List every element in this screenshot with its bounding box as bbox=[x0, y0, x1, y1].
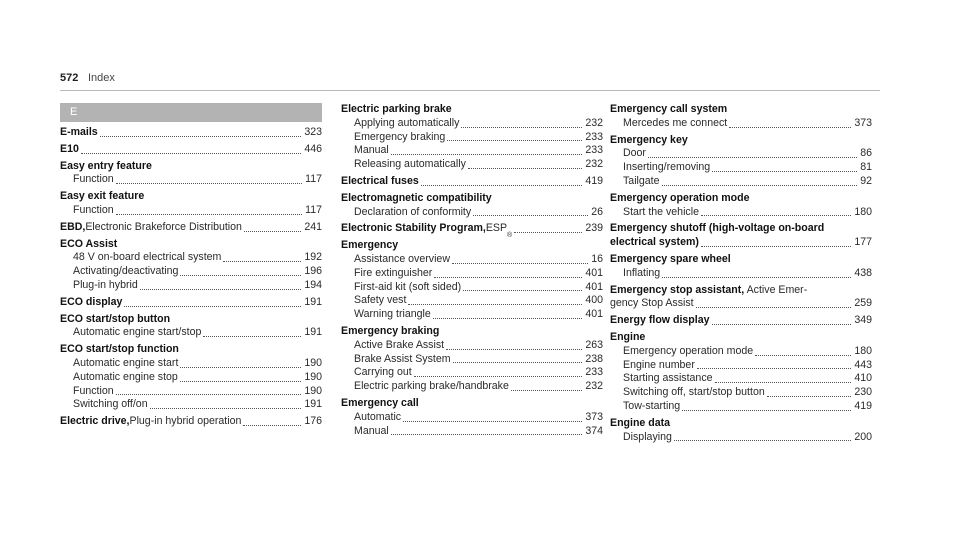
dot-leader bbox=[140, 289, 302, 290]
index-entry bbox=[341, 222, 603, 240]
entry-title[interactable]: Emergency call bbox=[341, 396, 419, 409]
page-ref[interactable]: 232 bbox=[585, 116, 603, 129]
index-subentry bbox=[341, 425, 603, 439]
page-ref[interactable]: 401 bbox=[585, 266, 603, 279]
entry-text[interactable]: 48 V on-board electrical system bbox=[73, 251, 222, 264]
index-entry bbox=[60, 415, 322, 429]
index-subentry bbox=[341, 308, 603, 322]
dot-leader bbox=[223, 261, 301, 262]
entry-text[interactable]: Manual bbox=[354, 144, 389, 157]
page-ref[interactable]: 191 bbox=[304, 398, 322, 411]
page-number: 572 bbox=[60, 72, 79, 84]
index-heading bbox=[610, 103, 872, 117]
entry-text[interactable]: Door bbox=[623, 147, 646, 160]
index-column-3 bbox=[610, 103, 872, 447]
index-subentry bbox=[610, 386, 872, 400]
index-heading bbox=[341, 175, 603, 189]
entry-title[interactable]: Easy entry feature bbox=[60, 159, 152, 172]
entry-title[interactable]: E-mails bbox=[60, 126, 98, 138]
dot-leader bbox=[116, 183, 302, 184]
page-ref[interactable]: 92 bbox=[860, 174, 872, 187]
entry-title[interactable]: Emergency key bbox=[610, 133, 688, 146]
index-entry bbox=[60, 343, 322, 412]
dot-leader bbox=[180, 367, 301, 368]
index-subentry bbox=[341, 380, 603, 394]
index-subentry bbox=[341, 131, 603, 145]
entry-title[interactable]: Electric drive, bbox=[60, 415, 130, 428]
page-ref[interactable]: 180 bbox=[854, 344, 872, 357]
page-ref[interactable]: 177 bbox=[854, 236, 872, 249]
index-heading bbox=[341, 397, 603, 411]
index-entry bbox=[60, 238, 322, 293]
index-subentry bbox=[60, 357, 322, 371]
index-entry bbox=[341, 397, 603, 438]
entry-text[interactable]: Assistance overview bbox=[354, 252, 450, 265]
page-ref[interactable]: 190 bbox=[304, 356, 322, 369]
page-ref[interactable]: 81 bbox=[860, 161, 872, 174]
entry-text[interactable]: Declaration of conformity bbox=[354, 205, 472, 218]
dot-leader bbox=[461, 127, 582, 128]
index-heading bbox=[610, 314, 872, 328]
index-entry bbox=[60, 313, 322, 341]
index-subentry bbox=[60, 398, 322, 412]
index-heading bbox=[60, 296, 322, 310]
index-heading bbox=[60, 313, 322, 327]
page-ref[interactable]: 26 bbox=[591, 205, 603, 218]
dot-leader bbox=[453, 362, 583, 363]
index-entry bbox=[610, 134, 872, 189]
entry-text[interactable]: Automatic bbox=[354, 410, 402, 423]
page-ref[interactable]: 373 bbox=[854, 116, 872, 129]
entry-title[interactable]: Easy exit feature bbox=[60, 190, 145, 203]
entry-title[interactable]: ECO Assist bbox=[60, 237, 118, 250]
index-entry bbox=[610, 253, 872, 281]
index-subentry bbox=[341, 206, 603, 220]
index-heading bbox=[610, 134, 872, 148]
entry-title[interactable]: E10 bbox=[60, 142, 79, 155]
index-subentry bbox=[341, 353, 603, 367]
index-heading bbox=[60, 143, 322, 157]
dot-leader bbox=[447, 140, 582, 141]
index-subentry bbox=[610, 359, 872, 373]
index-subentry bbox=[610, 267, 872, 281]
entry-text[interactable]: Releasing automatically bbox=[354, 158, 466, 171]
index-entry bbox=[610, 103, 872, 131]
dot-leader bbox=[463, 290, 582, 291]
index-subentry bbox=[341, 281, 603, 295]
entry-title[interactable]: electrical system) bbox=[610, 236, 699, 249]
page-ref[interactable]: 374 bbox=[585, 424, 603, 437]
index-subentry bbox=[610, 206, 872, 220]
entry-text[interactable]: gency Stop Assist bbox=[610, 297, 694, 310]
entry-text[interactable]: Electric parking brake/handbrake bbox=[354, 380, 509, 393]
dot-leader bbox=[180, 275, 301, 276]
index-heading bbox=[341, 103, 603, 117]
index-heading bbox=[610, 236, 872, 250]
page-ref[interactable]: 438 bbox=[854, 266, 872, 279]
entry-text[interactable]: Brake Assist System bbox=[354, 352, 451, 365]
page-ref[interactable]: 233 bbox=[585, 144, 603, 157]
dot-leader bbox=[696, 307, 852, 308]
entry-title[interactable]: Emergency stop assistant, bbox=[610, 283, 745, 296]
dot-leader bbox=[511, 390, 582, 391]
entry-text[interactable]: Tailgate bbox=[623, 174, 660, 187]
index-subentry bbox=[610, 175, 872, 189]
index-entry bbox=[610, 331, 872, 414]
entry-suffix: Plug-in hybrid operation bbox=[129, 415, 242, 428]
entry-title[interactable]: Energy flow display bbox=[610, 314, 710, 327]
index-subentry bbox=[341, 253, 603, 267]
index-heading bbox=[610, 284, 872, 298]
dot-leader bbox=[150, 408, 302, 409]
dot-leader bbox=[433, 318, 583, 319]
dot-leader bbox=[421, 185, 583, 186]
page-ref[interactable]: 419 bbox=[854, 399, 872, 412]
dot-leader bbox=[244, 231, 301, 232]
dot-leader bbox=[712, 324, 852, 325]
dot-leader bbox=[729, 127, 851, 128]
index-column-2 bbox=[341, 103, 603, 441]
page-ref[interactable]: 191 bbox=[304, 326, 322, 339]
index-entry bbox=[341, 103, 603, 172]
entry-text[interactable]: Starting assistance bbox=[623, 372, 713, 385]
index-subentry bbox=[60, 371, 322, 385]
index-subentry bbox=[60, 251, 322, 265]
entry-title[interactable]: Electrical fuses bbox=[341, 174, 419, 187]
index-heading bbox=[610, 331, 872, 345]
entry-text[interactable]: Switching off/on bbox=[73, 398, 148, 411]
entry-suffix: ESP bbox=[485, 222, 508, 235]
dot-leader bbox=[116, 214, 302, 215]
entry-title[interactable]: Engine bbox=[610, 330, 646, 343]
entry-text[interactable]: Plug-in hybrid bbox=[73, 278, 138, 291]
index-heading bbox=[60, 343, 322, 357]
index-entry bbox=[341, 192, 603, 220]
page-ref[interactable]: 117 bbox=[305, 203, 322, 216]
entry-suffix: Active Emer- bbox=[744, 283, 808, 296]
index-subentry bbox=[610, 117, 872, 131]
index-subentry bbox=[341, 267, 603, 281]
index-subentry bbox=[60, 279, 322, 293]
dot-leader bbox=[701, 246, 851, 247]
index-heading bbox=[60, 238, 322, 252]
index-entry bbox=[341, 239, 603, 322]
page-ref[interactable]: 401 bbox=[585, 308, 603, 321]
page-ref[interactable]: 373 bbox=[585, 410, 603, 423]
entry-title[interactable]: ECO display bbox=[60, 295, 123, 308]
dot-leader bbox=[391, 154, 583, 155]
page-ref[interactable]: 263 bbox=[585, 338, 603, 351]
entry-text[interactable]: Function bbox=[73, 203, 114, 216]
dot-leader bbox=[662, 277, 851, 278]
index-subentry bbox=[60, 385, 322, 399]
dot-leader bbox=[662, 185, 858, 186]
index-entry bbox=[60, 126, 322, 140]
entry-title[interactable]: Electronic Stability Program, bbox=[341, 222, 486, 235]
entry-title[interactable]: ECO start/stop function bbox=[60, 343, 179, 356]
dot-leader bbox=[514, 232, 582, 233]
entry-text[interactable]: Engine number bbox=[623, 358, 695, 371]
entry-title[interactable]: Electromagnetic compatibility bbox=[341, 191, 492, 204]
entry-text[interactable]: Safety vest bbox=[354, 294, 407, 307]
dot-leader bbox=[755, 355, 851, 356]
index-subentry bbox=[60, 204, 322, 218]
page-ref[interactable]: 86 bbox=[860, 147, 872, 160]
dot-leader bbox=[180, 381, 301, 382]
section-letter-bar: E bbox=[60, 103, 322, 122]
entry-text[interactable]: Tow-starting bbox=[623, 399, 681, 412]
index-subentry bbox=[610, 372, 872, 386]
dot-leader bbox=[446, 349, 582, 350]
dot-leader bbox=[674, 440, 851, 441]
page-ref[interactable]: 16 bbox=[591, 252, 603, 265]
entry-title[interactable]: Emergency shutoff (high-voltage on-board bbox=[610, 222, 825, 235]
page-ref[interactable]: 400 bbox=[585, 294, 603, 307]
page-ref[interactable]: 419 bbox=[585, 174, 603, 187]
entry-suffix: Electronic Brakeforce Distribution bbox=[85, 220, 242, 233]
index-entry bbox=[610, 314, 872, 328]
entry-title[interactable]: Emergency bbox=[341, 239, 399, 252]
index-subentry bbox=[610, 147, 872, 161]
page-label: Index bbox=[88, 72, 115, 84]
index-subentry bbox=[341, 294, 603, 308]
entry-text[interactable]: Inserting/removing bbox=[623, 161, 711, 174]
index-heading bbox=[60, 126, 322, 140]
entry-text[interactable]: First-aid kit (soft sided) bbox=[354, 280, 462, 293]
index-entry bbox=[60, 190, 322, 218]
dot-leader bbox=[697, 368, 851, 369]
entry-text[interactable]: Manual bbox=[354, 424, 389, 437]
entry-title[interactable]: Electric parking brake bbox=[341, 103, 452, 115]
index-heading bbox=[610, 417, 872, 431]
index-subentry bbox=[60, 265, 322, 279]
index-entry bbox=[610, 192, 872, 220]
page-ref[interactable]: 190 bbox=[304, 384, 322, 397]
entry-text[interactable]: Automatic engine start bbox=[73, 356, 179, 369]
page-ref[interactable]: 233 bbox=[585, 366, 603, 379]
page-ref[interactable]: 191 bbox=[304, 295, 322, 308]
entry-text[interactable]: Emergency operation mode bbox=[623, 344, 754, 357]
dot-leader bbox=[116, 394, 302, 395]
index-entry bbox=[610, 222, 872, 250]
index-heading bbox=[60, 160, 322, 174]
page-header bbox=[60, 72, 880, 90]
index-subentry bbox=[610, 400, 872, 414]
index-subentry bbox=[60, 326, 322, 340]
entry-title[interactable]: EBD, bbox=[60, 220, 86, 233]
index-heading bbox=[60, 190, 322, 204]
entry-title[interactable]: Emergency operation mode bbox=[610, 191, 750, 204]
entry-title[interactable]: Emergency braking bbox=[341, 324, 440, 337]
page-ref[interactable]: 446 bbox=[304, 142, 322, 155]
dot-leader bbox=[81, 153, 301, 154]
dot-leader bbox=[452, 263, 588, 264]
entry-text[interactable]: Start the vehicle bbox=[623, 205, 699, 218]
index-entry bbox=[341, 325, 603, 394]
dot-leader bbox=[648, 157, 857, 158]
index-heading bbox=[610, 222, 872, 236]
page-ref[interactable]: 232 bbox=[585, 158, 603, 171]
dot-leader bbox=[468, 168, 582, 169]
entry-text[interactable]: Applying automatically bbox=[354, 116, 460, 129]
index-subentry bbox=[341, 158, 603, 172]
dot-leader bbox=[767, 396, 852, 397]
entry-text[interactable]: Mercedes me connect bbox=[623, 116, 728, 129]
page-ref[interactable]: 233 bbox=[585, 130, 603, 143]
page-ref[interactable]: 323 bbox=[304, 126, 322, 138]
entry-text[interactable]: Emergency braking bbox=[354, 130, 446, 143]
index-entry bbox=[610, 417, 872, 445]
index-heading bbox=[610, 192, 872, 206]
index-subentry bbox=[341, 339, 603, 353]
page-ref[interactable]: 410 bbox=[854, 372, 872, 385]
page-ref[interactable]: 401 bbox=[585, 280, 603, 293]
page-ref[interactable]: 196 bbox=[304, 265, 322, 278]
page-ref[interactable]: 230 bbox=[854, 386, 872, 399]
page-ref[interactable]: 238 bbox=[585, 352, 603, 365]
dot-leader bbox=[434, 277, 582, 278]
index-heading bbox=[610, 297, 872, 311]
page-ref[interactable]: 176 bbox=[304, 415, 322, 428]
index-heading bbox=[610, 253, 872, 267]
entry-text[interactable]: Switching off, start/stop button bbox=[623, 386, 765, 399]
dot-leader bbox=[715, 382, 852, 383]
entry-text[interactable]: Fire extinguisher bbox=[354, 266, 433, 279]
index-entry bbox=[60, 160, 322, 188]
index-entry bbox=[610, 284, 872, 312]
index-subentry bbox=[610, 161, 872, 175]
page-ref[interactable]: 232 bbox=[585, 380, 603, 393]
page-ref[interactable]: 443 bbox=[854, 358, 872, 371]
entry-title[interactable]: ECO start/stop button bbox=[60, 312, 171, 325]
entry-title[interactable]: Emergency spare wheel bbox=[610, 252, 731, 265]
page-ref[interactable]: 241 bbox=[304, 220, 322, 233]
dot-leader bbox=[473, 215, 588, 216]
entry-text[interactable]: Inflating bbox=[623, 266, 661, 279]
page-ref[interactable]: 349 bbox=[854, 314, 872, 327]
entry-text[interactable]: Warning triangle bbox=[354, 308, 431, 321]
dot-leader bbox=[403, 421, 582, 422]
index-entry bbox=[341, 175, 603, 189]
index-entry bbox=[60, 143, 322, 157]
index-heading bbox=[341, 192, 603, 206]
page-ref[interactable]: 117 bbox=[305, 173, 322, 186]
index-heading bbox=[60, 221, 322, 235]
dot-leader bbox=[701, 215, 851, 216]
index-heading bbox=[60, 415, 322, 429]
entry-text[interactable]: Displaying bbox=[623, 430, 672, 443]
dot-leader bbox=[391, 434, 583, 435]
entry-text[interactable]: Activating/deactivating bbox=[73, 265, 179, 278]
dot-leader bbox=[712, 171, 857, 172]
dot-leader bbox=[414, 376, 583, 377]
dot-leader bbox=[124, 306, 301, 307]
entry-text[interactable]: Carrying out bbox=[354, 366, 412, 379]
page-ref[interactable]: 190 bbox=[304, 370, 322, 383]
page-ref[interactable]: 180 bbox=[854, 205, 872, 218]
entry-text[interactable]: Automatic engine stop bbox=[73, 370, 178, 383]
entry-text[interactable]: Function bbox=[73, 384, 114, 397]
index-subentry bbox=[341, 366, 603, 380]
index-heading: Electronic Stability Program, ESP ® 239 bbox=[341, 222, 603, 240]
page-ref[interactable]: 194 bbox=[304, 278, 322, 291]
index-subentry bbox=[341, 411, 603, 425]
page-ref[interactable]: 239 bbox=[585, 222, 603, 235]
header-divider bbox=[60, 90, 880, 91]
index-column-1 bbox=[60, 103, 322, 432]
entry-text[interactable]: Function bbox=[73, 173, 114, 186]
entry-title[interactable]: Engine data bbox=[610, 416, 671, 429]
entry-title[interactable]: Emergency call system bbox=[610, 103, 728, 115]
index-heading bbox=[341, 239, 603, 253]
page-ref[interactable]: 259 bbox=[854, 297, 872, 310]
entry-text[interactable]: Automatic engine start/stop bbox=[73, 326, 202, 339]
index-heading bbox=[341, 325, 603, 339]
page-ref[interactable]: 200 bbox=[854, 430, 872, 443]
index-subentry bbox=[610, 431, 872, 445]
dot-leader bbox=[243, 425, 301, 426]
dot-leader bbox=[100, 136, 302, 137]
entry-text[interactable]: Active Brake Assist bbox=[354, 338, 445, 351]
index-subentry bbox=[341, 144, 603, 158]
index-subentry bbox=[341, 117, 603, 131]
index-subentry bbox=[60, 173, 322, 187]
dot-leader bbox=[408, 304, 582, 305]
page-ref[interactable]: 192 bbox=[304, 251, 322, 264]
index-subentry bbox=[610, 345, 872, 359]
index-entry bbox=[60, 221, 322, 235]
dot-leader bbox=[203, 336, 301, 337]
dot-leader bbox=[682, 410, 851, 411]
index-entry bbox=[60, 296, 322, 310]
